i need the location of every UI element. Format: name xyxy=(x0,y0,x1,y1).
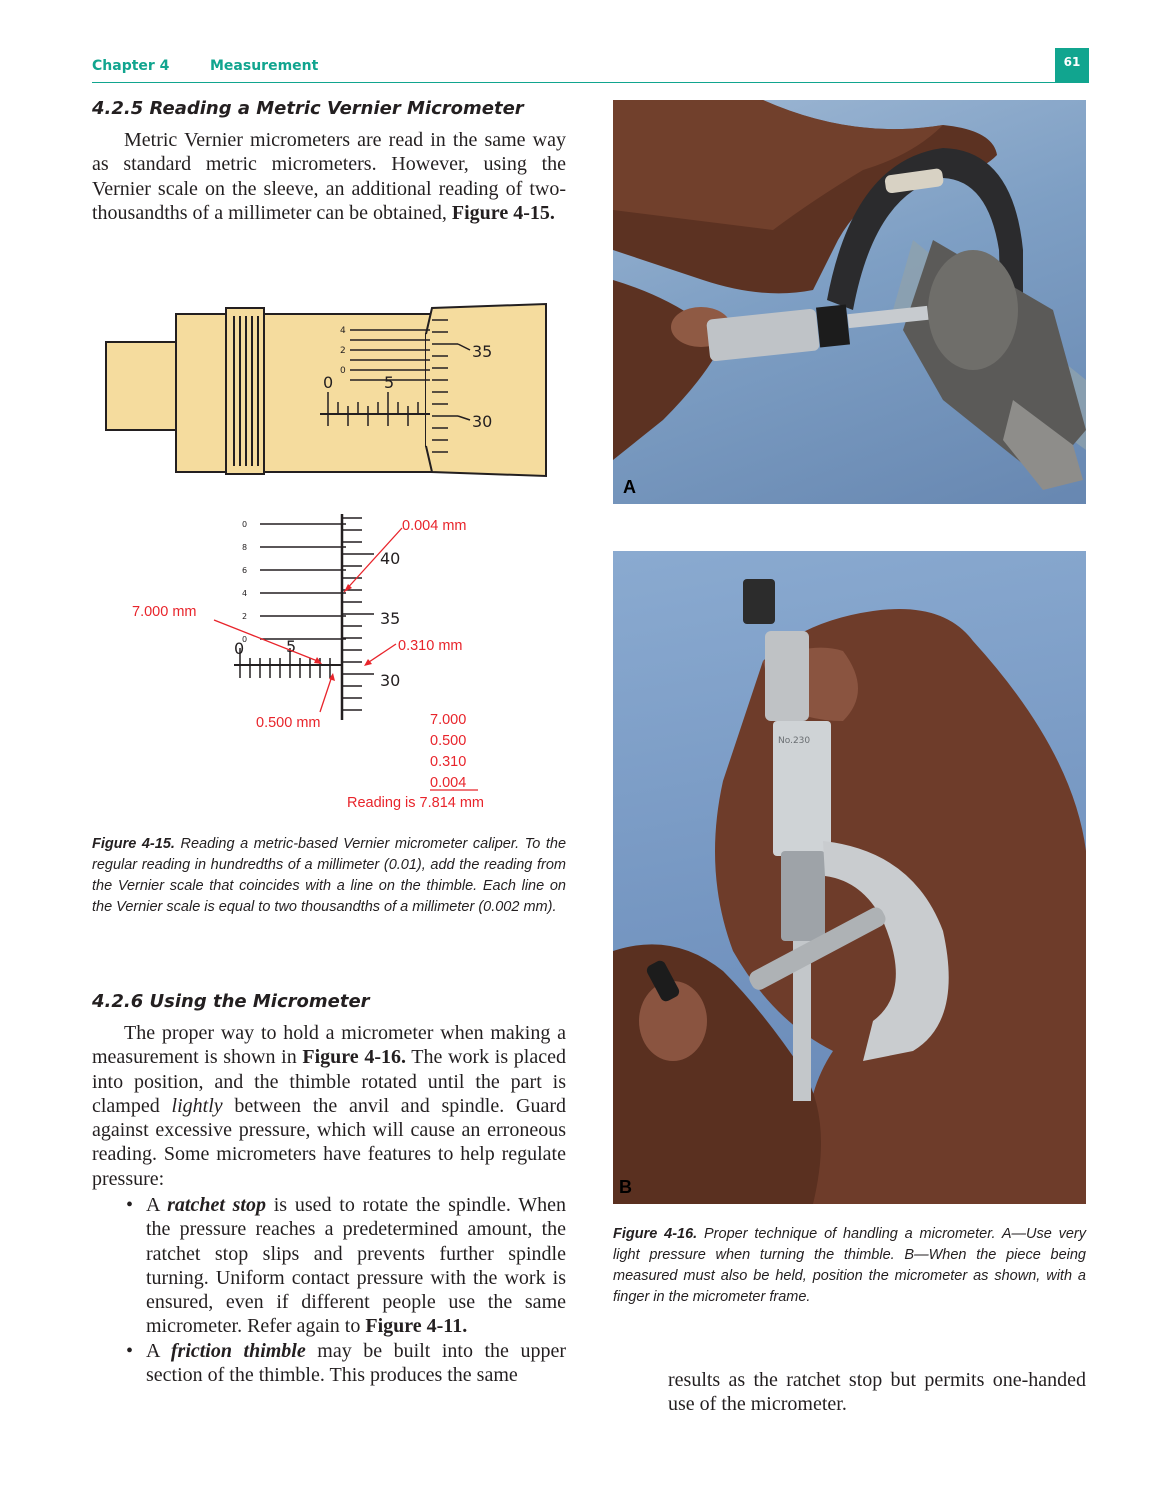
photo-b-illustration xyxy=(613,551,1086,1204)
header-title: Measurement xyxy=(210,58,319,74)
bullet2-b: may be built into the upper section of the thimble. This produces the same xyxy=(146,1339,566,1387)
sum-line: 0.310 xyxy=(430,754,467,770)
para-emphasis: lightly xyxy=(171,1094,223,1117)
top-sleeve-number: 5 xyxy=(384,373,395,392)
bullet1-a: A xyxy=(146,1194,168,1216)
vernier-number: 8 xyxy=(242,543,248,552)
top-vernier-number: 4 xyxy=(340,326,346,336)
section-heading-4-2-6: 4.2.6 Using the Micrometer xyxy=(92,991,370,1012)
vernier-number: 0 xyxy=(242,635,248,644)
vernier-number: 6 xyxy=(242,566,248,575)
figure-ref-4-16: Figure 4-16. xyxy=(302,1046,406,1069)
figure-4-15-caption xyxy=(92,834,566,918)
vernier-number: 4 xyxy=(242,589,248,598)
pressure-features-list xyxy=(124,1193,566,1387)
figure-4-16-photo-a xyxy=(613,100,1086,504)
photo-a-illustration xyxy=(613,100,1086,504)
caption-text-4-15: Reading a metric-based Vernier micrometer caliper. To the regular reading in hundredths of a millimeter (0.01), add the reading from the Vernier scale that coincides with a line on the thimble. Each line on the Vernier scale is equal to two thousandths of a millimeter (0.002 mm). xyxy=(92,836,567,915)
micrometer-serial: No.230 xyxy=(778,736,811,746)
continued-text xyxy=(668,1368,1086,1417)
sum-line: 7.000 xyxy=(430,712,467,728)
section-4-2-5-text xyxy=(92,128,566,225)
list-item xyxy=(124,1193,566,1339)
top-thimble-number: 35 xyxy=(472,342,493,361)
photo-label-b: B xyxy=(619,1177,632,1197)
caption-label-4-15: Figure 4-15. xyxy=(92,836,175,852)
label-thimble-reading: 0.310 mm xyxy=(398,638,463,654)
photo-label-a: A xyxy=(623,477,636,497)
thimble-number: 40 xyxy=(380,549,401,568)
figure-4-16-caption xyxy=(613,1224,1086,1308)
figure-4-16-photo-b xyxy=(613,551,1086,1204)
figure-ref-4-11: Figure 4-11. xyxy=(365,1315,468,1338)
section-4-2-6-text xyxy=(92,1021,566,1191)
label-vernier-reading: 0.004 mm xyxy=(402,518,467,534)
para-a: The proper way to hold a micrometer when making a measurement is shown in xyxy=(92,1022,566,1069)
label-whole-mm: 7.000 mm xyxy=(132,604,197,620)
para-c: between the anvil and spindle. Guard against excessive pressure, which will cause an erroneous reading. Some micrometers have features to help regulate pressure: xyxy=(92,1094,567,1190)
para-b: The work is placed into position, and the thimble rotated until the part is clamped xyxy=(92,1046,566,1117)
figure-ref-4-15: Figure 4-15. xyxy=(451,201,555,224)
top-sleeve-number: 0 xyxy=(323,373,334,392)
sum-line: 0.500 xyxy=(430,733,467,749)
top-thimble-number: 30 xyxy=(472,412,493,431)
figure-4-15-top-drawing xyxy=(92,298,562,483)
caption-label-4-16: Figure 4-16. xyxy=(613,1226,698,1242)
sleeve-number: 0 xyxy=(234,639,245,658)
vernier-number: 0 xyxy=(242,520,248,529)
header-chapter: Chapter 4 xyxy=(92,58,170,74)
top-vernier-number: 2 xyxy=(340,346,346,356)
thimble-number: 35 xyxy=(380,609,401,628)
running-header xyxy=(92,56,1089,83)
page-number: 61 xyxy=(1055,48,1089,82)
sum-line: 0.004 xyxy=(430,775,467,791)
section-heading-4-2-5: 4.2.5 Reading a Metric Vernier Micrometer xyxy=(92,98,524,119)
top-vernier-number: 0 xyxy=(340,366,346,376)
thimble-number: 30 xyxy=(380,671,401,690)
term-ratchet-stop: ratchet stop xyxy=(167,1194,266,1216)
vernier-number: 2 xyxy=(242,612,248,621)
figure-4-15-reading-diagram xyxy=(130,508,530,818)
term-friction-thimble: friction thimble xyxy=(170,1339,306,1362)
caption-text-4-16: Proper technique of handling a micrometer. A—Use very light pressure when turning the thimble. B—When the piece being measured must also be held, position the micrometer as shown, with a finger in the micrometer frame. xyxy=(613,1226,1086,1305)
continued-paragraph: results as the ratchet stop but permits one-handed use of the micrometer. xyxy=(668,1369,1086,1416)
reading-result: Reading is 7.814 mm xyxy=(347,795,485,811)
bullet2-a: A xyxy=(146,1339,171,1362)
bullet1-b: is used to rotate the spindle. When the pressure reaches a predetermined amount, the ratchet stop slips and prevents further spindle turning. Uniform contact pressure with the work is ensured, even if different people use the same micrometer. Refer again to xyxy=(146,1194,566,1338)
sleeve-number: 5 xyxy=(286,637,297,656)
para-lead: Metric Vernier micrometers are read in the same way as standard metric micrometers. However, using the Vernier scale on the sleeve, an additional reading of two-thousandths of a millimeter can be obtained, xyxy=(92,129,566,224)
list-item xyxy=(124,1339,566,1388)
label-half-mm: 0.500 mm xyxy=(256,715,321,731)
